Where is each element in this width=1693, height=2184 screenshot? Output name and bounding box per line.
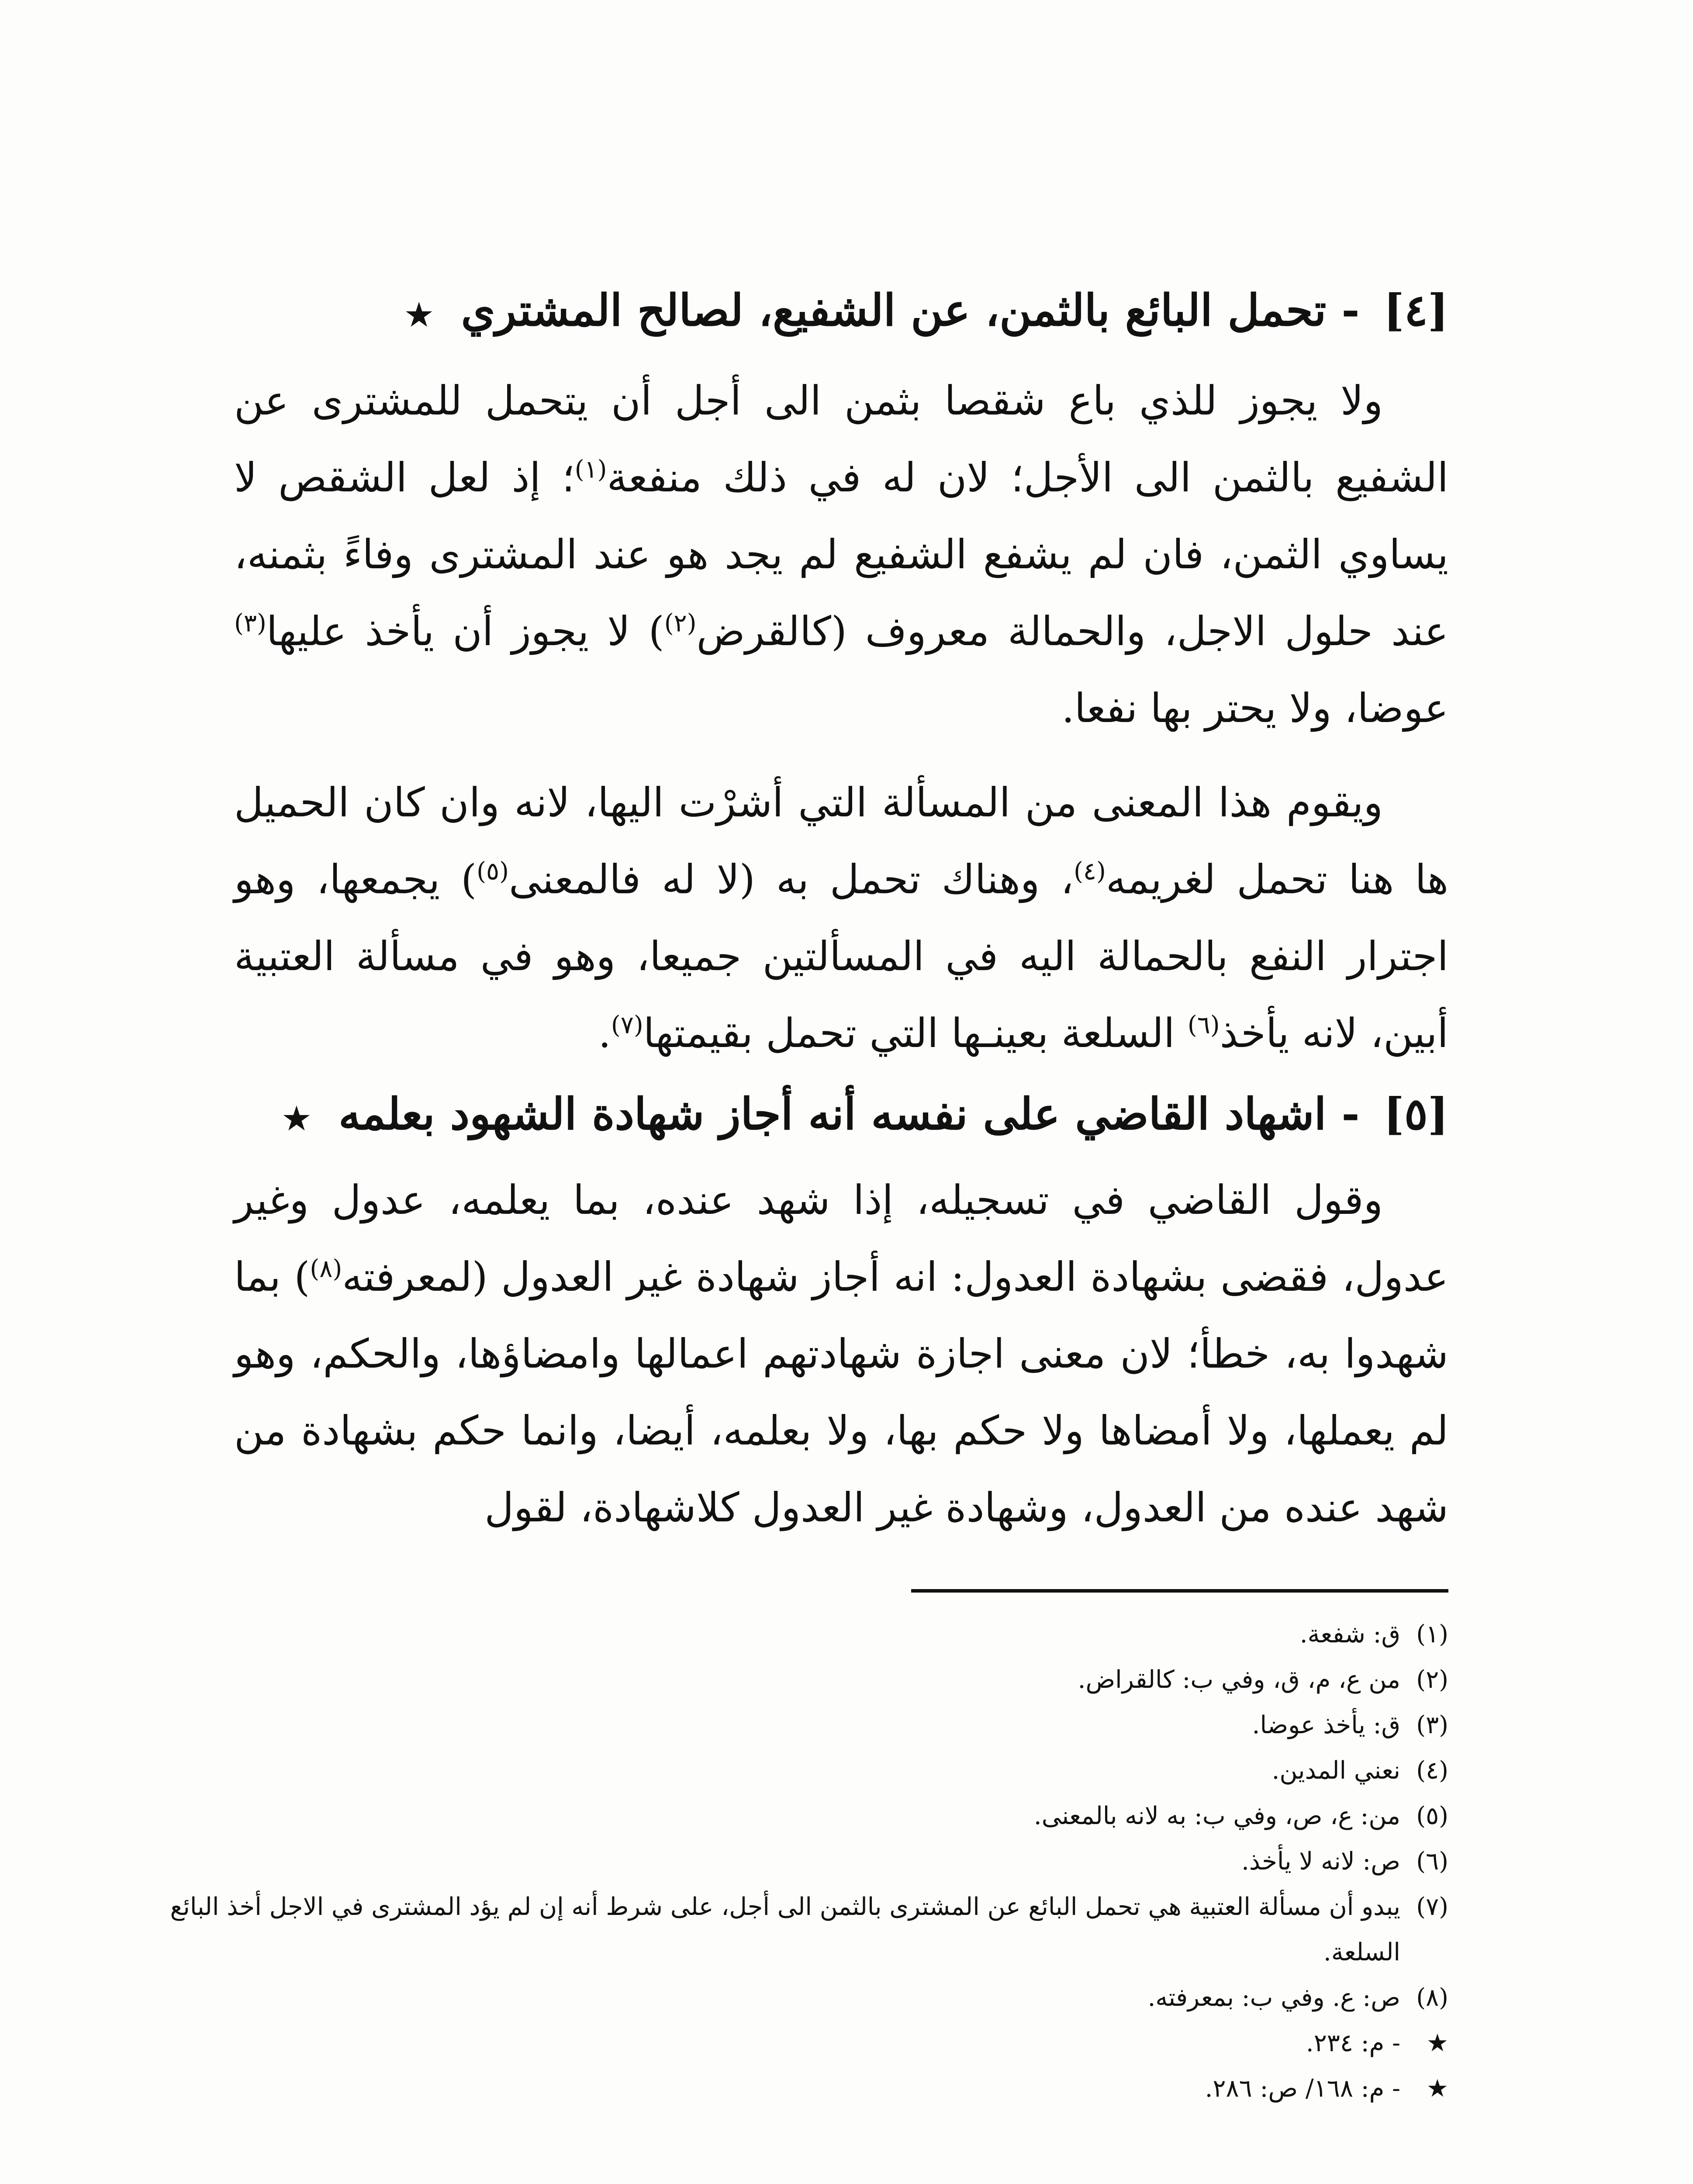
paragraph-text: ولا يجوز للذي باع شقصا بثمن الى أجل أن يتحمل للمشترى عن الشفيع بالثمن الى الأجل؛ لان له في ذلك منفعة (234, 377, 1448, 501)
footnote-text: ص: ع. وفي ب: بمعرفته. (1147, 1984, 1400, 2012)
paragraph-text: ) بما شهدوا به، خطأ؛ لان معنى اجازة شهادتهم اعمالها وامضاؤها، والحكم، وهو لم يعملها، ولا أمضاها ولا حكم بها، ولا بعلمه، أيضا، وانما حكم بشهادة من شهد عنده من العدول، وشهادة غير العدول كلاشهادة، لقول (234, 1254, 1448, 1531)
footnote-ref-7[interactable]: (٧) (611, 1011, 643, 1040)
paragraph-text: عوضا، ولا يحتر بها نفعا. (1061, 685, 1448, 732)
paragraph-text: . (598, 1010, 611, 1057)
section-4-paragraph-1 (234, 363, 1448, 747)
footnote-number: (٤) (1416, 1756, 1448, 1785)
section-4-title: - تحمل البائع بالثمن، عن الشفيع، لصالح المشتري (461, 284, 1360, 336)
footnote-number: (١) (1416, 1620, 1448, 1648)
footnote-text: من: ع، ص، وفي ب: به لانه بالمعنى. (1033, 1802, 1400, 1830)
footnote-item (94, 1748, 1448, 1794)
footnote-number: (٢) (1416, 1666, 1448, 1694)
paragraph-text: ، وهناك تحمل به (لا له فالمعنى (508, 856, 1074, 903)
footnote-ref-1[interactable]: (١) (574, 455, 607, 484)
paragraph-text: ) لا يجوز أن يأخذ عليها (266, 608, 664, 655)
footnote-number: (٦) (1416, 1847, 1448, 1876)
paragraph-text: ) يجمعها، وهو اجترار النفع بالحمالة اليه في المسألتين جميعا، وهو في مسألة العتبية أبين، لانه يأخذ (234, 856, 1448, 1057)
section-5-title: - اشهاد القاضي على نفسه أنه أجاز شهادة الشهود بعلمه (339, 1088, 1360, 1140)
footnotes-list (94, 1612, 1448, 2111)
section-5-paragraph-1 (234, 1162, 1448, 1546)
footnote-ref-4[interactable]: (٤) (1074, 857, 1106, 886)
footnote-item (94, 1703, 1448, 1748)
footnote-number: (٥) (1416, 1802, 1448, 1830)
footnote-number: (٧) (1416, 1893, 1448, 1921)
footnote-text: ق: يأخذ عوضا. (1252, 1711, 1400, 1739)
footnote-item (94, 1794, 1448, 1839)
footnote-text: ق: شفعة. (1299, 1620, 1400, 1648)
footnote-ref-6[interactable]: (٦) (1187, 1011, 1220, 1040)
footnote-number: (٨) (1416, 1984, 1448, 2012)
footnote-divider (911, 1589, 1448, 1593)
footnote-ref-8[interactable]: (٨) (310, 1254, 342, 1283)
footnote-text: - م: ٢٣٤. (1306, 2029, 1400, 2057)
footnote-item (94, 2066, 1448, 2111)
footnote-item (94, 1975, 1448, 2021)
footnote-ref-2[interactable]: (٢) (664, 609, 697, 638)
footnote-ref-3[interactable]: (٣) (234, 609, 266, 638)
footnote-item (94, 1612, 1448, 1657)
section-4-paragraph-2 (234, 764, 1448, 1072)
footnote-text: ص: لانه لا يأخذ. (1241, 1847, 1400, 1876)
section-5-body (234, 1162, 1448, 1546)
footnote-text: - م: ١٦٨/ ص: ٢٨٦. (1205, 2074, 1400, 2103)
footnote-star-icon: ★ (1426, 2029, 1448, 2057)
footnote-item (94, 1884, 1448, 1975)
footnote-ref-5[interactable]: (٥) (477, 857, 509, 886)
section-5-heading (234, 1083, 1448, 1149)
footnote-text: نعني المدين. (1271, 1756, 1400, 1785)
section-4-body (234, 363, 1448, 1072)
section-5-number: [٥] (1383, 1088, 1448, 1140)
footnote-number: (٣) (1416, 1711, 1448, 1739)
paragraph-text: السلعة بعينـها التي تحمل بقيمتها (643, 1010, 1188, 1057)
footnote-item (94, 1839, 1448, 1884)
paragraph-text: ؛ إذ لعل الشقص لا يساوي الثمن، فان لم يشفع الشفيع لم يجد هو عند المشترى وفاءً بثمنه، عند حلول الاجل، والحمالة معروف (كالقرض (234, 454, 1448, 655)
paragraph-text: ويقوم هذا المعنى من المسألة التي أشرْت اليها، لانه وان كان الحميل ها هنا تحمل لغريمه (234, 779, 1449, 903)
footnote-item (94, 2021, 1448, 2066)
paragraph-text: وقول القاضي في تسجيله، إذا شهد عنده، بما يعلمه، عدول وغير عدول، فقضى بشهادة العدول: انه أجاز شهادة غير العدول (لمعرفته (234, 1177, 1448, 1300)
footnote-star-icon: ★ (1426, 2074, 1448, 2103)
footnote-text: يبدو أن مسألة العتبية هي تحمل البائع عن المشترى بالثمن الى أجل، على شرط أنه إن لم يؤد المشترى في الاجل أخذ البائع السلعة. (170, 1893, 1400, 1966)
section-4-star-icon: ★ (405, 297, 433, 333)
section-4-number: [٤] (1383, 284, 1448, 336)
footnote-text: من ع، م، ق، وفي ب: كالقراض. (1078, 1666, 1400, 1694)
section-5-star-icon: ★ (283, 1100, 311, 1137)
section-4-heading (234, 280, 1448, 346)
footnote-item (94, 1657, 1448, 1703)
